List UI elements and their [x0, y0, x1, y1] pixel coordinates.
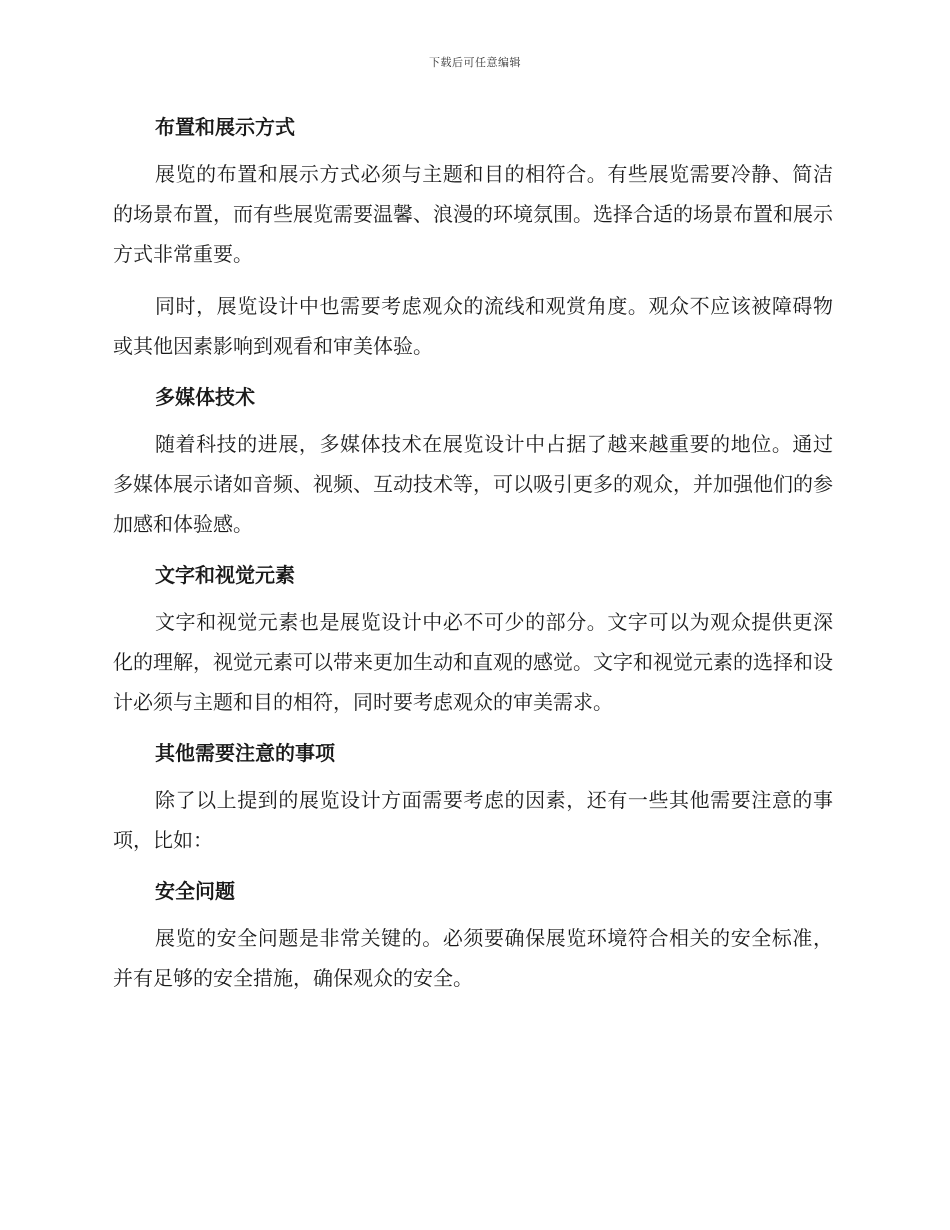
section-heading: 布置和展示方式 [155, 115, 295, 139]
page-header-note: 下载后可任意编辑 [429, 56, 521, 69]
section-heading: 其他需要注意的事项 [155, 741, 335, 765]
section-heading: 安全问题 [155, 879, 235, 903]
paragraph: 展览的安全问题是非常关键的。必须要确保展览环境符合相关的安全标准，并有足够的安全措施，确保观众的安全。 [113, 926, 833, 990]
paragraph: 同时，展览设计中也需要考虑观众的流线和观赏角度。观众不应该被障碍物或其他因素影响到观看和审美体验。 [113, 294, 833, 358]
section-heading: 多媒体技术 [155, 385, 255, 409]
paragraph: 随着科技的进展，多媒体技术在展览设计中占据了越来越重要的地位。通过多媒体展示诸如音频、视频、互动技术等，可以吸引更多的观众，并加强他们的参加感和体验感。 [113, 432, 833, 536]
paragraph: 文字和视觉元素也是展览设计中必不可少的部分。文字可以为观众提供更深化的理解，视觉元素可以带来更加生动和直观的感觉。文字和视觉元素的选择和设计必须与主题和目的相符，同时要考虑观众的审美需求。 [113, 610, 833, 714]
section-heading: 文字和视觉元素 [155, 563, 295, 587]
document-body [113, 108, 833, 1010]
paragraph: 除了以上提到的展览设计方面需要考虑的因素，还有一些其他需要注意的事项，比如： [113, 788, 833, 852]
paragraph: 展览的布置和展示方式必须与主题和目的相符合。有些展览需要冷静、简洁的场景布置，而有些展览需要温馨、浪漫的环境氛围。选择合适的场景布置和展示方式非常重要。 [113, 162, 833, 266]
